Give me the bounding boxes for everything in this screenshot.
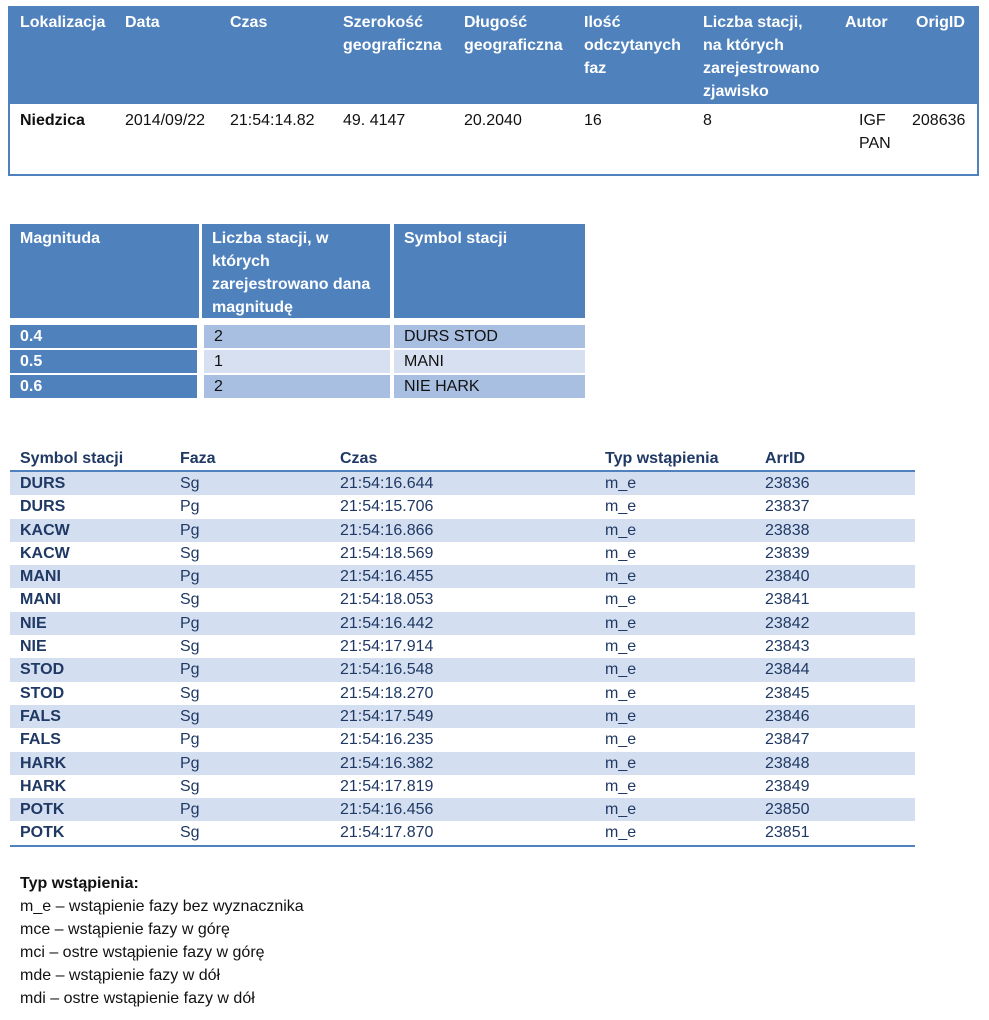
arr-faza: Sg [180, 638, 200, 656]
header-czas: Czas [230, 14, 268, 31]
event-data: 2014/09/22 [125, 112, 206, 129]
arr-typ: m_e [605, 638, 637, 656]
table-row [10, 752, 915, 775]
table-row [10, 682, 915, 705]
arr-czas: 21:54:16.442 [340, 614, 434, 632]
arr-header-faza: Faza [180, 450, 216, 467]
arr-faza: Sg [180, 707, 200, 725]
event-autor-line: PAN [859, 135, 891, 152]
arr-typ: m_e [605, 731, 637, 749]
mag-count: 2 [204, 375, 390, 398]
arr-typ: m_e [605, 498, 637, 516]
table-row [10, 775, 915, 798]
mag-header-liczba-line: Liczba stacji, w [212, 230, 329, 247]
arr-arrid: 23836 [765, 475, 810, 492]
arr-symbol: STOD [20, 684, 65, 702]
arr-typ: m_e [605, 661, 637, 679]
table-row [10, 728, 915, 751]
event-liczba: 8 [703, 112, 712, 129]
arr-faza: Sg [180, 684, 200, 702]
arr-typ: m_e [605, 591, 637, 609]
arr-faza: Pg [180, 731, 200, 749]
mag-header-liczba-line: magnitudę [212, 299, 293, 316]
arr-symbol: HARK [20, 777, 67, 795]
arr-czas: 21:54:18.270 [340, 684, 434, 702]
table-row [10, 542, 915, 565]
header-origid: OrigID [916, 14, 965, 31]
arr-faza: Pg [180, 614, 200, 632]
header-liczba-line: na których [703, 37, 784, 54]
arr-czas: 21:54:17.870 [340, 824, 434, 842]
arr-faza: Pg [180, 498, 200, 516]
event-czas: 21:54:14.82 [230, 112, 315, 129]
arr-symbol: DURS [20, 475, 66, 492]
arr-typ: m_e [605, 544, 637, 562]
event-ilosc: 16 [584, 112, 602, 129]
header-dlugosc-line: geograficzna [464, 37, 563, 54]
arr-czas: 21:54:16.455 [340, 568, 434, 586]
arr-arrid: 23850 [765, 801, 810, 819]
arr-faza: Sg [180, 544, 200, 562]
arr-symbol: STOD [20, 661, 65, 679]
arr-typ: m_e [605, 801, 637, 819]
arr-header-arrid: ArrID [765, 450, 806, 467]
table-row [10, 821, 915, 844]
header-liczba-stacji [703, 11, 819, 103]
legend-item: mci – ostre wstąpienie fazy w górę [20, 944, 265, 961]
legend-item: mde – wstąpienie fazy w dół [20, 967, 221, 984]
arr-typ: m_e [605, 614, 637, 632]
table-row [10, 798, 915, 821]
arr-symbol: NIE [20, 614, 47, 632]
arr-arrid: 23845 [765, 684, 810, 702]
arr-czas: 21:54:17.549 [340, 707, 434, 725]
header-ilosc-line: Ilość [584, 14, 621, 31]
arr-header-symbol: Symbol stacji [20, 450, 124, 467]
arr-symbol: MANI [20, 591, 61, 609]
arr-czas: 21:54:16.866 [340, 521, 434, 539]
header-szerokosc [343, 11, 442, 57]
event-dlugosc: 20.2040 [464, 112, 522, 129]
arr-arrid: 23847 [765, 731, 810, 749]
legend-item: mdi – ostre wstąpienie fazy w dół [20, 990, 255, 1007]
mag-stations: MANI [394, 350, 585, 373]
header-liczba-line: Liczba stacji, [703, 14, 803, 31]
header-liczba-line: zarejestrowano [703, 60, 820, 77]
arr-czas: 21:54:18.569 [340, 544, 434, 562]
event-autor-line: IGF [859, 112, 886, 129]
table-row [10, 612, 915, 635]
arr-arrid: 23840 [765, 568, 810, 586]
mag-header-symbol: Symbol stacji [394, 224, 585, 318]
header-dlugosc-line: Długość [464, 14, 528, 31]
legend [20, 872, 304, 1010]
table-row [10, 565, 915, 588]
arr-faza: Pg [180, 568, 200, 586]
arr-faza: Sg [180, 777, 200, 795]
arr-faza: Sg [180, 824, 200, 842]
arr-arrid: 23844 [765, 661, 810, 679]
arr-symbol: KACW [20, 521, 70, 539]
event-szerokosc: 49. 4147 [343, 112, 406, 129]
header-lokalizacja: Lokalizacja [20, 14, 106, 31]
event-table [8, 6, 979, 176]
arr-arrid: 23837 [765, 498, 810, 516]
legend-item: m_e – wstąpienie fazy bez wyznacznika [20, 898, 304, 915]
arr-symbol: POTK [20, 801, 65, 819]
mag-header-liczba-line: których [212, 253, 270, 270]
arr-faza: Sg [180, 475, 200, 492]
table-row [10, 635, 915, 658]
header-szerokosc-line: geograficzna [343, 37, 442, 54]
arr-faza: Pg [180, 754, 200, 772]
arr-czas: 21:54:16.382 [340, 754, 434, 772]
arr-arrid: 23838 [765, 521, 810, 539]
mag-value: 0.4 [10, 325, 197, 348]
header-ilosc [584, 11, 681, 80]
table-row [10, 588, 915, 611]
arr-symbol: FALS [20, 707, 61, 725]
arr-header-typ: Typ wstąpienia [605, 450, 719, 467]
legend-title: Typ wstąpienia: [20, 875, 139, 892]
arr-typ: m_e [605, 475, 637, 492]
header-liczba-line: zjawisko [703, 83, 769, 100]
arr-arrid: 23841 [765, 591, 810, 609]
arrivals-body [10, 472, 915, 847]
arr-czas: 21:54:16.548 [340, 661, 434, 679]
arr-czas: 21:54:15.706 [340, 498, 434, 516]
table-row [10, 472, 915, 495]
header-dlugosc [464, 11, 563, 57]
arr-czas: 21:54:16.644 [340, 475, 434, 492]
arr-typ: m_e [605, 754, 637, 772]
arr-arrid: 23842 [765, 614, 810, 632]
event-origid: 208636 [912, 112, 966, 129]
arr-symbol: HARK [20, 754, 67, 772]
header-autor: Autor [845, 14, 888, 31]
table-row [10, 495, 915, 518]
table-row [10, 658, 915, 681]
mag-value: 0.6 [10, 375, 197, 398]
mag-stations: DURS STOD [394, 325, 585, 348]
arr-czas: 21:54:17.914 [340, 638, 434, 656]
arr-typ: m_e [605, 684, 637, 702]
magnitude-table [10, 224, 585, 400]
arrivals-header [10, 448, 915, 472]
arr-symbol: POTK [20, 824, 65, 842]
arr-arrid: 23843 [765, 638, 810, 656]
table-row [10, 705, 915, 728]
arr-typ: m_e [605, 777, 637, 795]
header-data: Data [125, 14, 160, 31]
arr-typ: m_e [605, 824, 637, 842]
arr-czas: 21:54:17.819 [340, 777, 434, 795]
header-ilosc-line: odczytanych [584, 37, 681, 54]
arr-symbol: NIE [20, 638, 47, 656]
arr-typ: m_e [605, 707, 637, 725]
arr-faza: Pg [180, 521, 200, 539]
mag-stations: NIE HARK [394, 375, 585, 398]
arr-arrid: 23848 [765, 754, 810, 772]
header-ilosc-line: faz [584, 60, 607, 77]
arr-faza: Pg [180, 801, 200, 819]
arr-faza: Sg [180, 591, 200, 609]
mag-header-magnituda: Magnituda [10, 224, 199, 318]
mag-count: 1 [204, 350, 390, 373]
mag-value: 0.5 [10, 350, 197, 373]
mag-header-liczba [202, 224, 390, 318]
arr-header-czas: Czas [340, 450, 378, 467]
header-szerokosc-line: Szerokość [343, 14, 424, 31]
event-autor [859, 109, 891, 155]
legend-item: mce – wstąpienie fazy w górę [20, 921, 230, 938]
arr-symbol: FALS [20, 731, 61, 749]
arr-arrid: 23849 [765, 777, 810, 795]
mag-count: 2 [204, 325, 390, 348]
mag-header-liczba-line: zarejestrowano dana [212, 276, 371, 293]
arr-arrid: 23839 [765, 544, 810, 562]
event-lokalizacja: Niedzica [20, 112, 85, 129]
arr-czas: 21:54:16.456 [340, 801, 434, 819]
arr-arrid: 23846 [765, 707, 810, 725]
arrivals-table [10, 448, 915, 847]
event-table-header [10, 8, 977, 104]
arr-arrid: 23851 [765, 824, 810, 842]
arr-symbol: KACW [20, 544, 70, 562]
table-row [10, 519, 915, 542]
arr-symbol: MANI [20, 568, 61, 586]
arr-faza: Pg [180, 661, 200, 679]
arr-czas: 21:54:16.235 [340, 731, 434, 749]
arr-czas: 21:54:18.053 [340, 591, 434, 609]
arr-typ: m_e [605, 521, 637, 539]
arr-typ: m_e [605, 568, 637, 586]
arr-symbol: DURS [20, 498, 66, 516]
